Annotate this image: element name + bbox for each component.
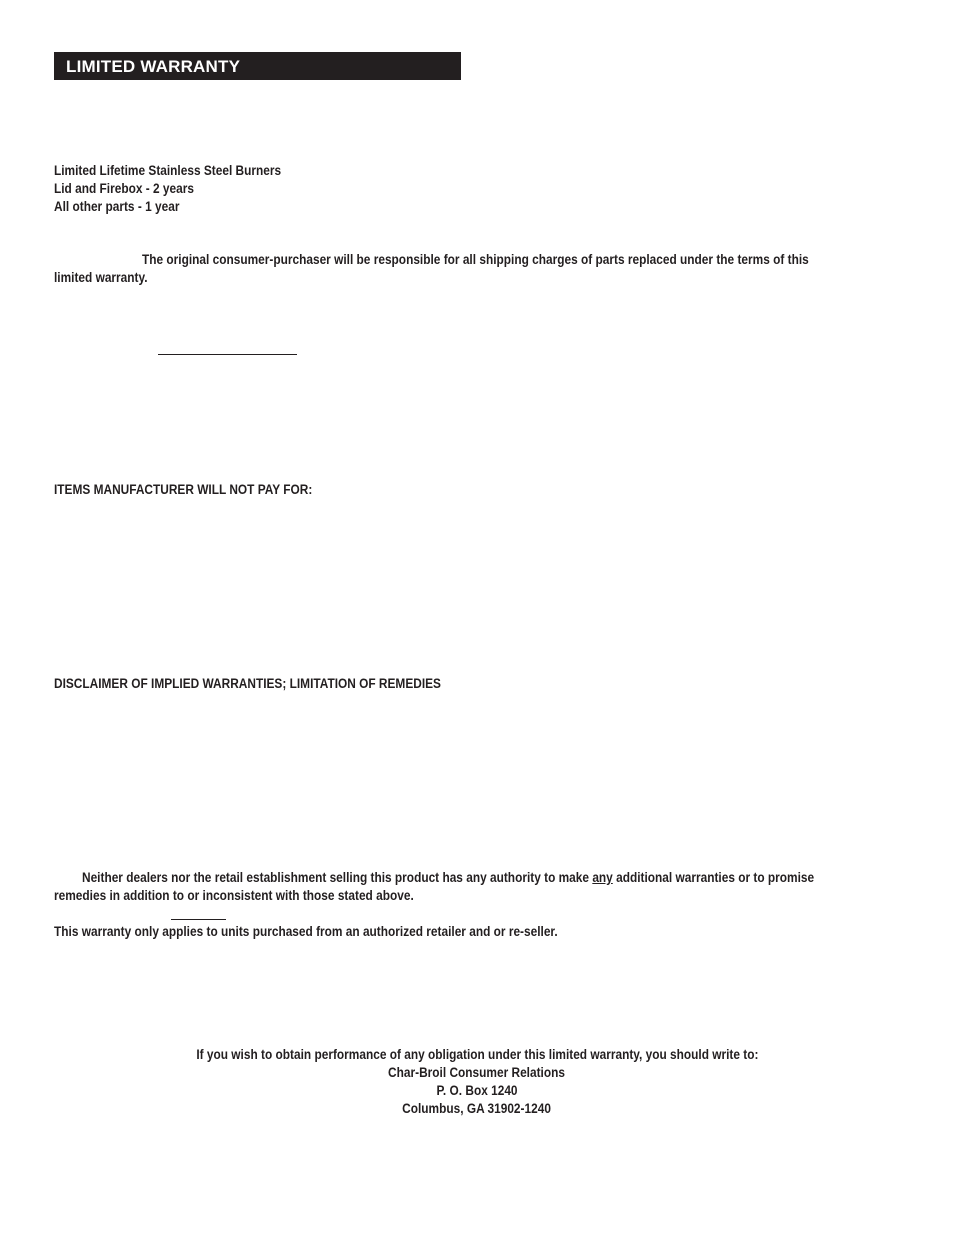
short-rule — [171, 919, 226, 920]
coverage-line-burners: Limited Lifetime Stainless Steel Burners — [54, 163, 282, 178]
warranty-title-bar — [54, 52, 461, 80]
dealers-text-line2: remedies in addition to or inconsistent with those stated above. — [54, 888, 414, 903]
dealers-text-line1 — [82, 869, 814, 887]
not-pay-heading: ITEMS MANUFACTURER WILL NOT PAY FOR: — [54, 482, 313, 497]
page-title: LIMITED WARRANTY — [66, 57, 241, 76]
shipping-text-line1: The original consumer-purchaser will be responsible for all shipping charges of parts replaced under the terms of this — [142, 252, 809, 267]
dealers-text-before: Neither dealers nor the retail establishment selling this product has any authority to make — [82, 870, 593, 885]
contact-name: Char-Broil Consumer Relations — [388, 1065, 566, 1080]
coverage-line-lid-firebox: Lid and Firebox - 2 years — [54, 181, 194, 196]
dealers-text-emphasis: any — [592, 870, 613, 885]
contact-po-box: P. O. Box 1240 — [436, 1083, 518, 1098]
underline-rule — [158, 354, 297, 355]
disclaimer-heading: DISCLAIMER OF IMPLIED WARRANTIES; LIMITATION OF REMEDIES — [54, 676, 441, 691]
authorized-retailer-text: This warranty only applies to units purchased from an authorized retailer and or re-seller. — [54, 924, 558, 939]
contact-city: Columbus, GA 31902-1240 — [402, 1101, 552, 1116]
contact-intro: If you wish to obtain performance of any obligation under this limited warranty, you should write to: — [195, 1047, 759, 1062]
dealers-text-after: additional warranties or to promise — [612, 870, 815, 885]
shipping-text-line2: limited warranty. — [54, 270, 148, 285]
contact-block — [0, 1046, 954, 1118]
coverage-line-other-parts: All other parts - 1 year — [54, 199, 180, 214]
